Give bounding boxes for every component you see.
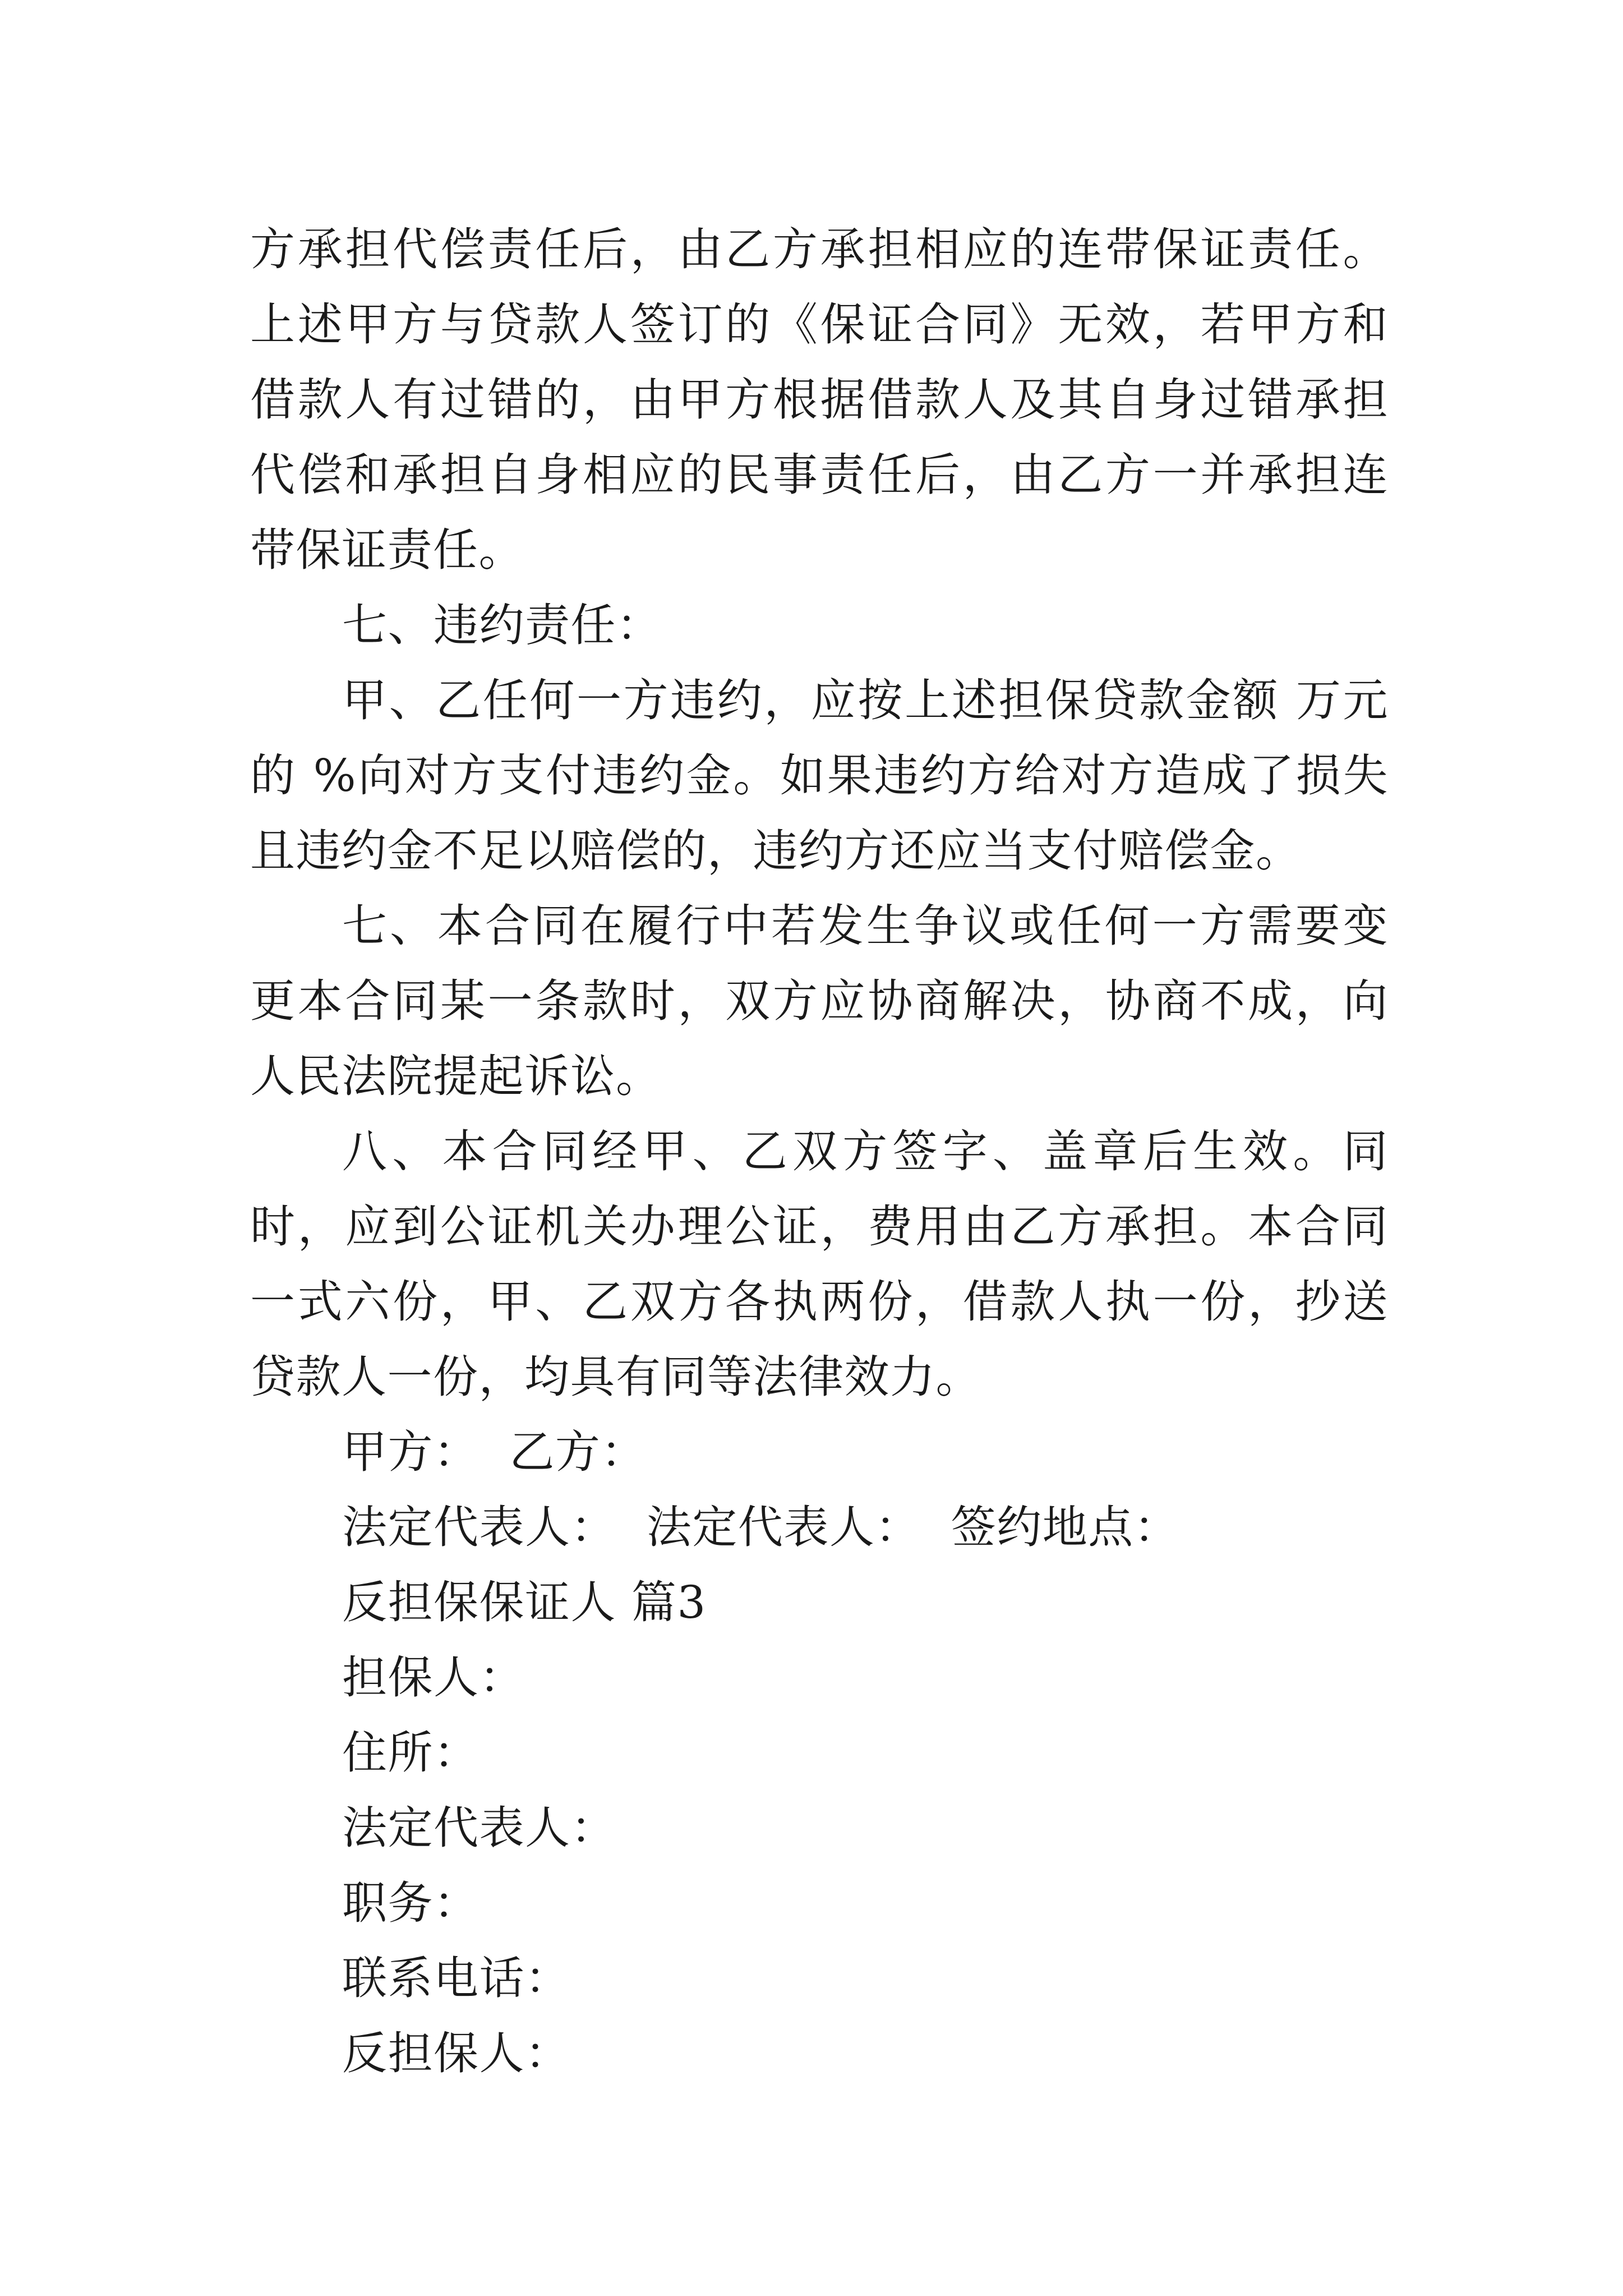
document-page: [250, 212, 1389, 2091]
paragraph-dispute: 七、本合同在履行中若发生争议或任何一方需要变更本合同某一条款时，双方应协商解决，协商不成，向人民法院提起诉讼。: [250, 900, 1389, 1102]
field-address: 住所：: [342, 1727, 479, 1779]
signature-parties: 甲方： 乙方：: [342, 1426, 647, 1478]
field-legal-representative: 法定代表人：: [342, 1802, 616, 1854]
signature-representatives: 法定代表人： 法定代表人： 签约地点：: [342, 1501, 1180, 1553]
paragraph-continuation: 方承担代偿责任后，由乙方承担相应的连带保证责任。上述甲方与贷款人签订的《保证合同》无效，若甲方和借款人有过错的，由甲方根据借款人及其自身过错承担代偿和承担自身相应的民事责任后，由乙方一并承担连带保证责任。: [250, 223, 1389, 576]
field-counter-guarantor: 反担保人：: [342, 2027, 571, 2079]
paragraph-penalty: 甲、乙任何一方违约，应按上述担保贷款金额 万元的 %向对方支付违约金。如果违约方给对方造成了损失且违约金不足以赔偿的，违约方还应当支付赔偿金。: [250, 674, 1389, 877]
field-phone: 联系电话：: [342, 1952, 571, 2004]
field-position: 职务：: [342, 1877, 479, 1929]
heading-breach-liability: 七、违约责任：: [342, 599, 662, 651]
field-guarantor: 担保人：: [342, 1651, 525, 1704]
paragraph-effectiveness: 八、本合同经甲、乙双方签字、盖章后生效。同时，应到公证机关办理公证，费用由乙方承担。本合同一式六份，甲、乙双方各执两份，借款人执一份，抄送贷款人一份，均具有同等法律效力。: [250, 1125, 1389, 1403]
section-title: 反担保保证人 篇3: [342, 1576, 707, 1628]
